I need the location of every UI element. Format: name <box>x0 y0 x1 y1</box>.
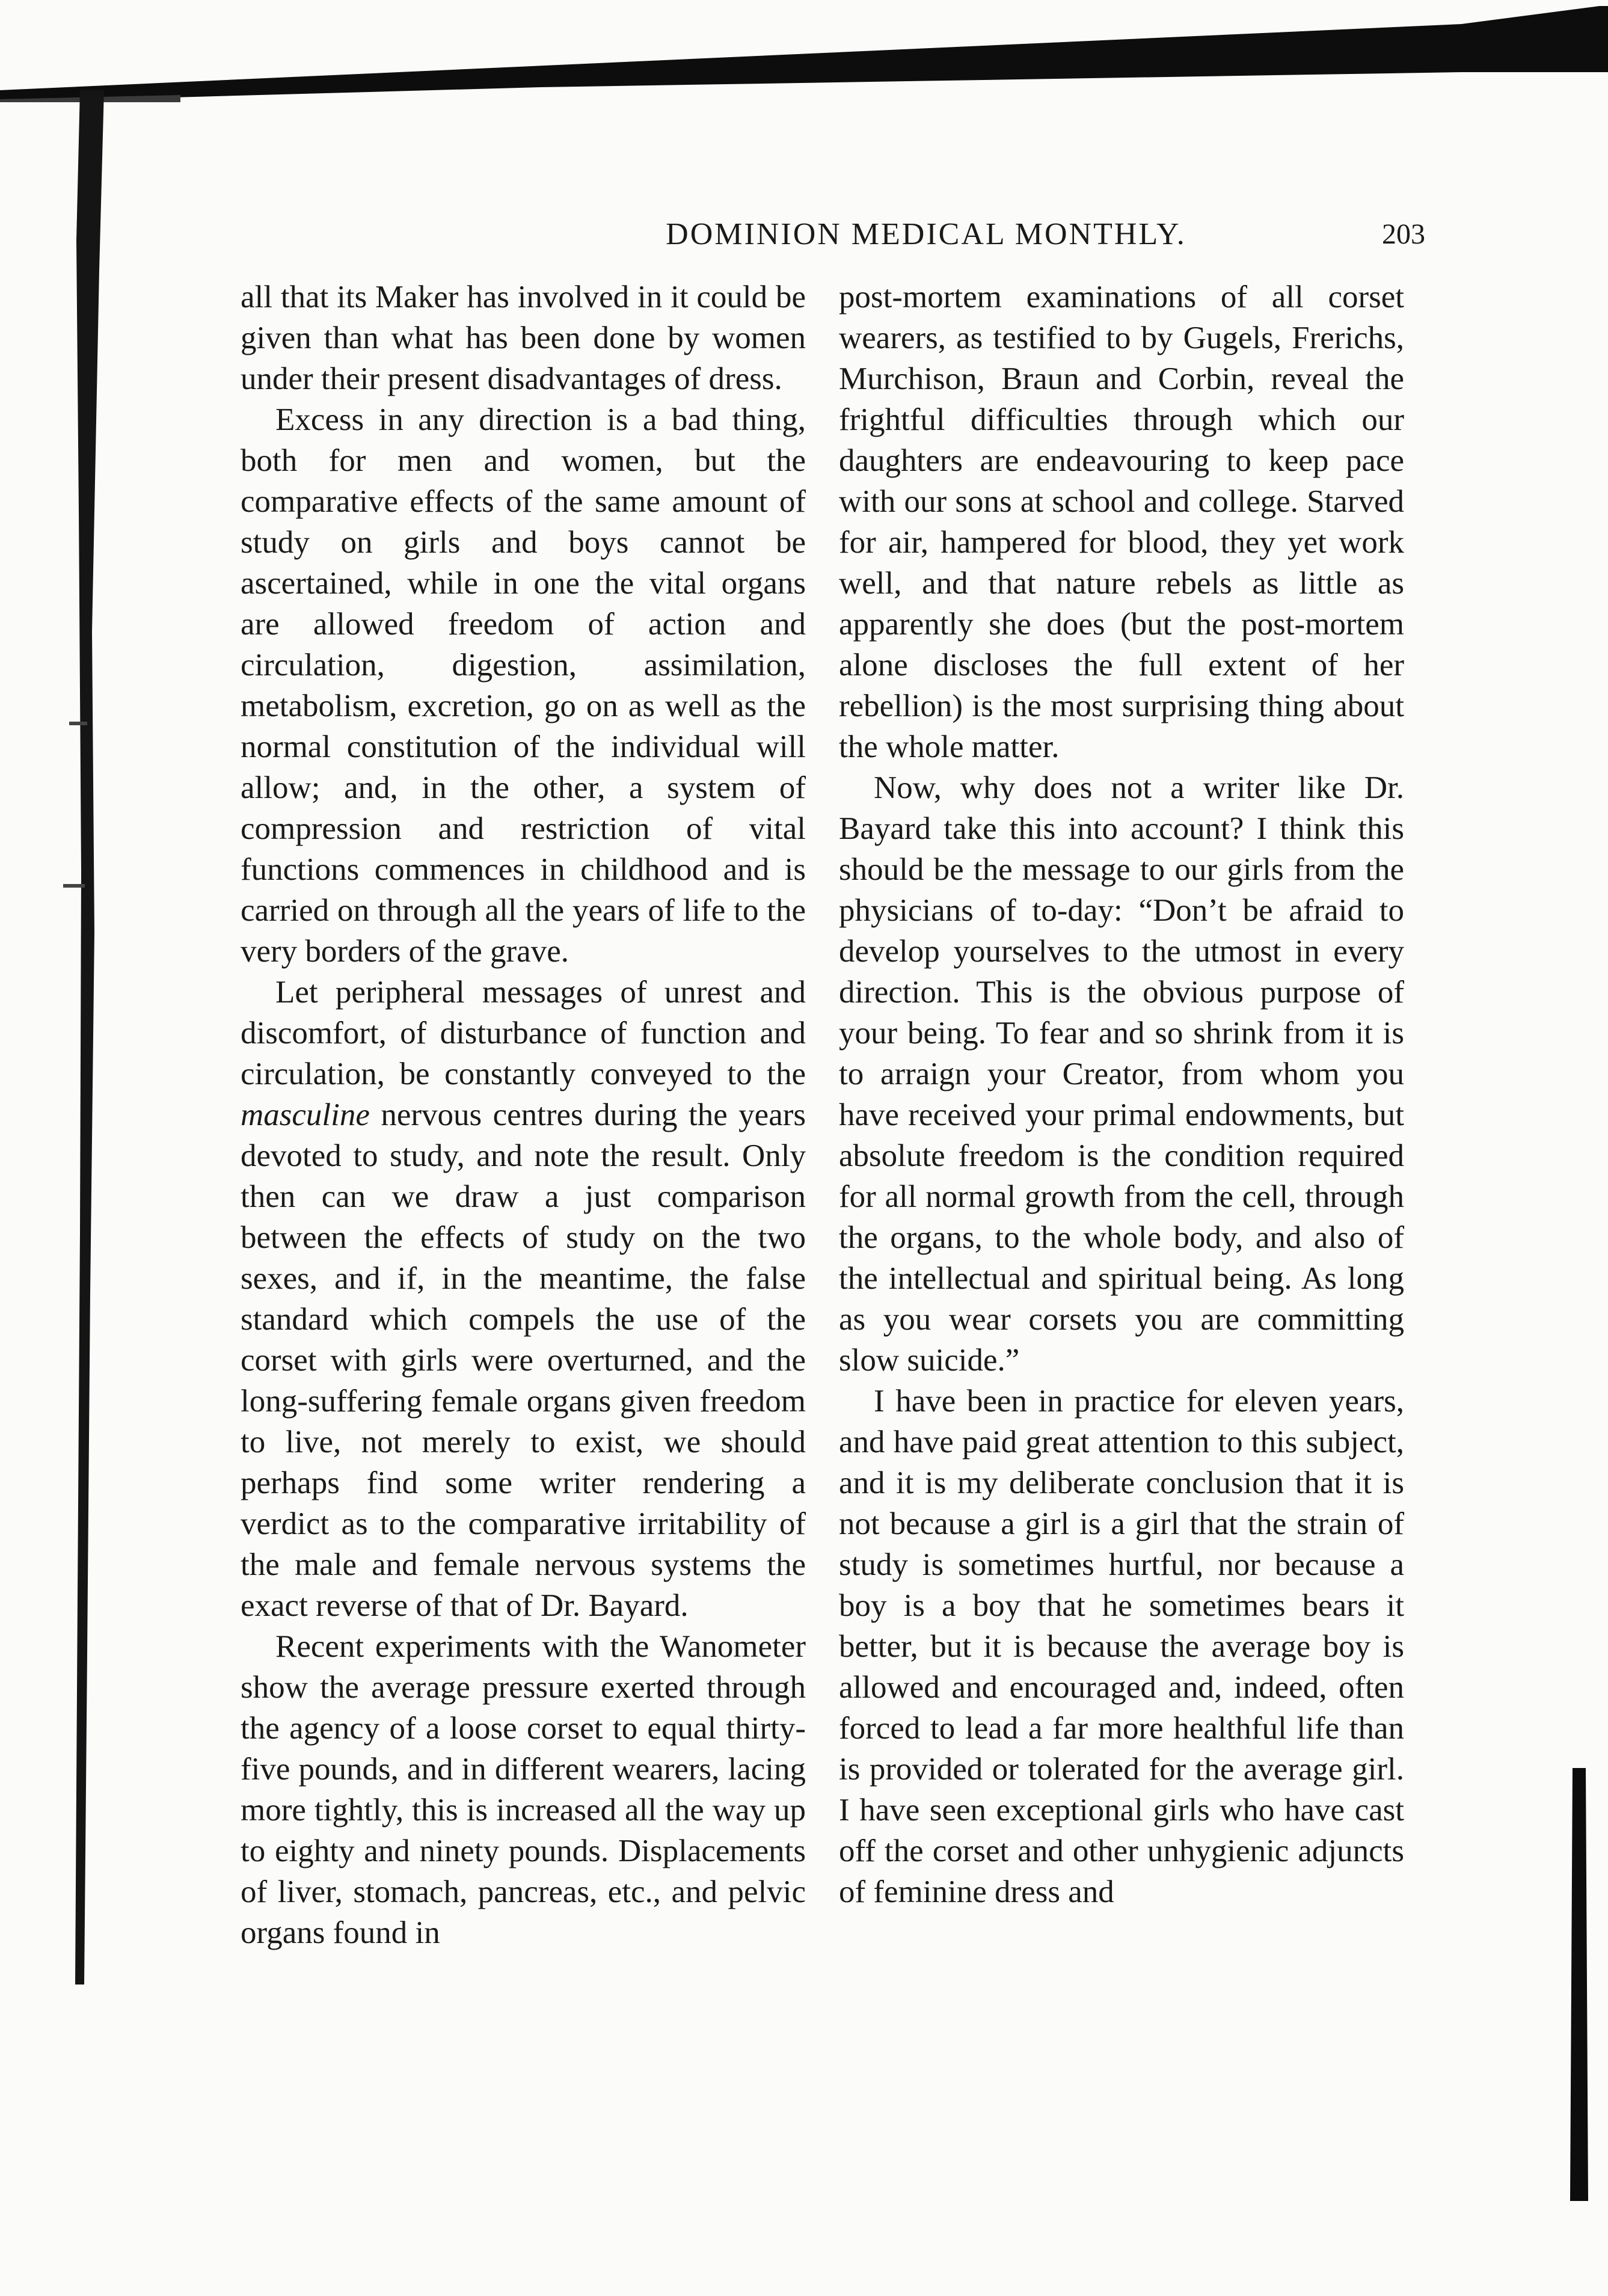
paragraph: I have been in practice for eleven years, and have paid great attention to this subject, and it is my deliberate conclusion that it is not because a girl is a girl that the strain of study is sometimes hurtful, nor because a boy is a boy that he sometimes bears it better, but it is because the average boy is allowed and encouraged and, indeed, often forced to lead a far more healthful life than is provided or tolerated for the average girl. I have seen exceptional girls who have cast off the corset and other unhygienic adjuncts of feminine dress and <box>839 1384 1404 1909</box>
italic-word: masculine <box>241 1097 370 1132</box>
page-number: 203 <box>1382 218 1425 250</box>
paragraph: Excess in any direction is a bad thing, both for men and women, but the comparative effects of the same amount of study on girls and boys cannot be ascertained, while in one the vital organs are allowed freedom of action and circulation, digestion, assimilation, metabolism, excretion, go on as well as the normal constitution of the individual will allow; and, in the other, a system of compression and restriction of vital functions commences in childhood and is carried on through all the years of life to the very borders of the grave. <box>241 402 806 969</box>
scan-edge-left <box>57 90 123 1984</box>
paragraph-text: Let peripheral messages of unrest and discomfort, of disturbance of function and circulation, be constantly conveyed to the <box>241 975 806 1091</box>
paragraph: post-mortem examinations of all corset wearers, as testified to by Gugels, Frerichs, Murchison, Braun and Corbin, reveal the frightful difficulties through which our daughters are endeavouring to keep pace with our sons at school and college. Starved for air, hampered for blood, they yet work well, and that nature rebels as little as apparently she does (but the post-mortem alone discloses the full extent of her rebellion) is the most surprising thing about the whole matter. <box>839 280 1404 764</box>
paragraph: Now, why does not a writer like Dr. Bayard take this into account? I think this should be the message to our girls from the physicians of to-day: “Don’t be afraid to develop yourselves to the utmost in every direction. This is the obvious purpose of your being. To fear and so shrink from it is to arraign your Creator, from whom you have received your primal endowments, but absolute freedom is the condition required for all normal growth from the cell, through the organs, to the whole body, and also of the intellectual and spiritual being. As long as you wear corsets you are committing slow suicide.” <box>839 770 1404 1378</box>
left-column <box>241 277 806 1953</box>
paragraph-text: nervous centres during the years devoted to study, and note the result. Only then can we draw a just comparison between the effects of study on the two sexes, and if, in the meantime, the false standard which compels the use of the corset with girls were overturned, and the long-suffering female organs given freedom to live, not merely to exist, we should perhaps find some writer rendering a verdict as to the comparative irritability of the male and female nervous systems the exact reverse of that of Dr. Bayard. <box>241 1097 806 1623</box>
scan-edge-top <box>0 0 1608 102</box>
scan-edge-right <box>1554 1768 1597 2201</box>
running-head <box>247 210 1425 259</box>
paragraph <box>241 972 806 1626</box>
paragraph: Recent experiments with the Wanometer show the average pressure exerted through the agency of a loose corset to equal thirty-five pounds, and in different wearers, lacing more tightly, this is increased all the way up to eighty and ninety pounds. Displacements of liver, stomach, pancreas, etc., and pelvic organs found in <box>241 1629 806 1950</box>
paragraph: all that its Maker has involved in it could be given than what has been done by women under their present disadvantages of dress. <box>241 280 806 396</box>
journal-title: DOMINION MEDICAL MONTHLY. <box>666 217 1186 251</box>
right-column <box>839 277 1404 1912</box>
